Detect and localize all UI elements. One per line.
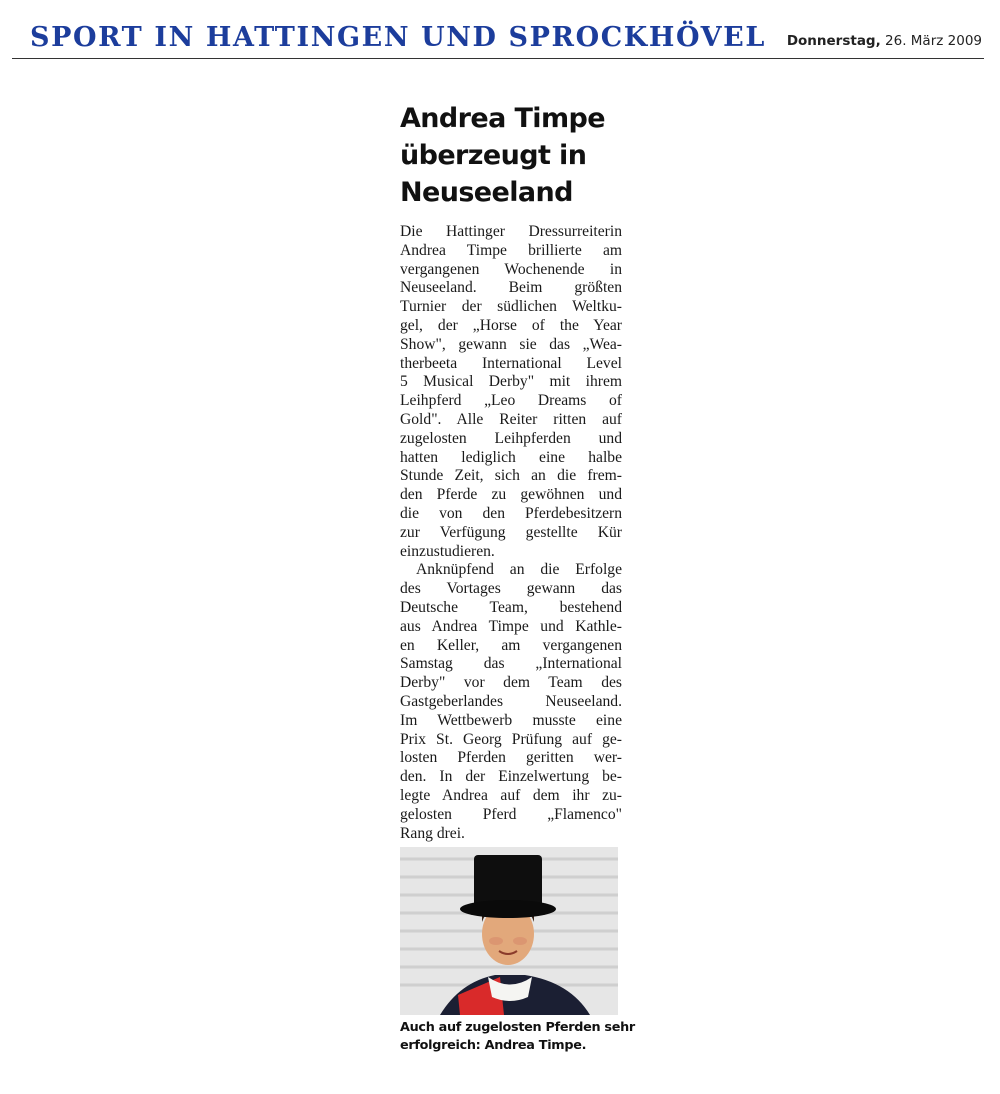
- article-line: hatten lediglich eine halbe: [400, 448, 622, 466]
- article-line: die von den Pferdebesitzern: [400, 504, 622, 522]
- article-line: zur Verfügung gestellte Kür: [400, 523, 622, 541]
- headline-line: Neuseeland: [400, 177, 573, 208]
- article-line: gelosten Pferd „Flamenco": [400, 805, 622, 823]
- article-line: vergangenen Wochenende in: [400, 260, 622, 278]
- article-line: Im Wettbewerb musste eine: [400, 711, 622, 729]
- article: [400, 100, 622, 843]
- article-line: en Keller, am vergangenen: [400, 636, 622, 654]
- article-line: Prix St. Georg Prüfung auf ge-: [400, 730, 622, 748]
- article-line: 5 Musical Derby" mit ihrem: [400, 373, 622, 391]
- article-line: Die Hattinger Dressurreiterin: [400, 223, 622, 240]
- article-line: den Pferde zu gewöhnen und: [400, 486, 622, 504]
- headline-line: überzeugt in: [400, 140, 587, 171]
- article-line: Samstag das „International: [400, 655, 622, 673]
- article-line: Gastgeberlandes Neuseeland.: [400, 692, 622, 710]
- article-line: Show", gewann sie das „Wea-: [400, 335, 622, 353]
- article-headline: [400, 100, 622, 211]
- article-line: Deutsche Team, bestehend: [400, 598, 622, 616]
- article-line: zugelosten Leihpferden und: [400, 429, 622, 447]
- article-line: einzustudieren.: [400, 542, 495, 560]
- photo-image: [400, 847, 618, 1015]
- article-line: losten Pferden geritten wer-: [400, 749, 622, 767]
- article-line: Turnier der südlichen Weltku-: [400, 298, 622, 316]
- issue-date-day: Donnerstag,: [786, 33, 881, 49]
- headline-line: Andrea Timpe: [400, 103, 605, 134]
- article-paragraph: [400, 223, 622, 561]
- photo-caption: [400, 1019, 635, 1054]
- article-line: Stunde Zeit, sich an die frem-: [400, 467, 622, 485]
- article-line: Neuseeland. Beim größten: [400, 279, 622, 297]
- article-line: Andrea Timpe brillierte am: [400, 241, 622, 259]
- article-line: gel, der „Horse of the Year: [400, 316, 622, 334]
- article-line: therbeeta International Level: [400, 354, 622, 372]
- caption-line: erfolgreich: Andrea Timpe.: [400, 1037, 587, 1053]
- article-line: aus Andrea Timpe und Kathle-: [400, 617, 622, 635]
- page-header: [12, 20, 984, 59]
- article-paragraph: [400, 561, 622, 843]
- caption-line: Auch auf zugelosten Pferden sehr: [400, 1020, 635, 1035]
- article-line: Leihpferd „Leo Dreams of: [400, 392, 622, 410]
- issue-date-rest: 26. März 2009: [880, 33, 982, 49]
- article-line: Derby" vor dem Team des: [400, 674, 622, 692]
- article-line: den. In der Einzelwertung be-: [400, 768, 622, 786]
- article-body: [400, 223, 622, 843]
- article-line: des Vortages gewann das: [400, 580, 622, 598]
- article-line: Anknüpfend an die Erfolge: [416, 561, 622, 579]
- issue-date: [787, 33, 982, 49]
- article-line: Rang drei.: [400, 824, 465, 842]
- article-line: legte Andrea auf dem ihr zu-: [400, 786, 622, 804]
- section-title: SPORT IN HATTINGEN UND SPROCKHÖVEL: [30, 22, 766, 53]
- article-photo: [400, 847, 618, 1015]
- article-line: Gold". Alle Reiter ritten auf: [400, 410, 622, 428]
